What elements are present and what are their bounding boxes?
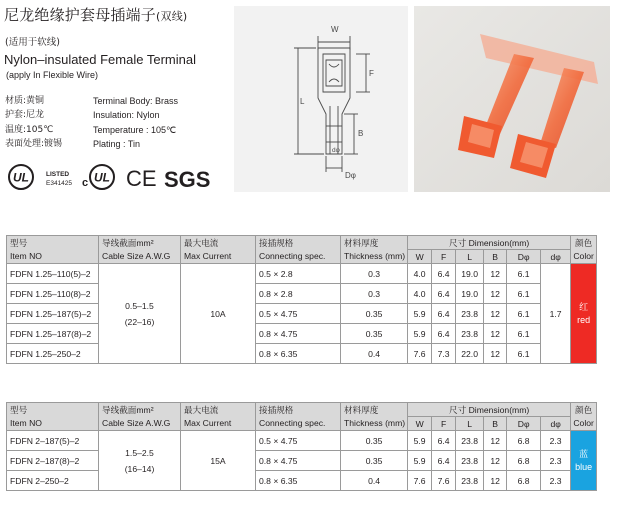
spec-en: Plating : Tin [93,138,141,149]
color-swatch-blue [571,431,597,491]
dim-b: 12 [484,344,507,364]
header-wire-zh: 导线截面mm² [99,403,181,417]
header-current-zh: 最大电流 [181,236,256,250]
dim-l: 19.0 [456,264,484,284]
dim-b: 12 [484,304,507,324]
header-col-w: W [408,417,432,431]
spec-zh: 温度:105℃ [5,124,54,135]
thickness: 0.3 [341,264,408,284]
dim-f: 7.6 [432,471,456,491]
cable-size-cell [99,264,181,364]
header-col-l: L [456,417,484,431]
spec-row-insulation [5,108,178,122]
spec-table-blue [6,402,597,491]
dim-b: 12 [484,471,507,491]
header-model-en: Item NO [7,417,99,431]
header-current-en: Max Current [181,250,256,264]
thickness: 0.35 [341,304,408,324]
header-conn-en: Connecting spec. [256,417,341,431]
cable-size: 1.5–2.5 [125,447,154,458]
terminal-technical-drawing [234,6,408,192]
header-thick-en: Thickness (mm) [341,417,408,431]
dim-b-label: B [358,129,364,138]
table-subheader-row [7,250,597,264]
dim-w: 5.9 [408,304,432,324]
connecting-spec: 0.5 × 4.75 [256,304,341,324]
spec-en: Terminal Body: Brass [93,96,179,106]
page-title-en: Nylon–insulated Female Terminal [4,52,196,67]
connecting-spec: 0.5 × 4.75 [256,431,341,451]
awg-size: (16–14) [124,463,155,474]
title-zh-suffix: (双线) [156,10,188,23]
dim-b: 12 [484,264,507,284]
product-photo [414,6,610,192]
dim-b: 12 [484,431,507,451]
header-wire-en: Cable Size A.W.G [99,417,181,431]
header-color-zh: 颜色 [571,403,597,417]
material-specs [5,94,178,151]
item-no: FDFN 1.25–250–2 [7,344,99,364]
dim-f: 6.4 [432,324,456,344]
header-wire-zh: 导线截面mm² [99,236,181,250]
dim-dd: 6.1 [507,304,541,324]
dim-f-label: F [369,69,374,78]
header-dimension: 尺寸 Dimension(mm) [408,403,571,417]
table-row [7,264,597,284]
dim-w: 4.0 [408,284,432,304]
cul-logo-icon [82,165,114,189]
dim-w-label: W [331,25,339,34]
dim-l: 23.8 [456,304,484,324]
table-subheader-row [7,417,597,431]
header-model-zh: 型号 [7,236,99,250]
connecting-spec: 0.8 × 4.75 [256,451,341,471]
ul-logo-text: UL [13,170,29,185]
dim-f: 6.4 [432,284,456,304]
dim-dd: 6.1 [507,284,541,304]
spec-en: Insulation: Nylon [93,110,160,121]
ce-mark-icon: CE [126,166,157,191]
table-row [7,431,597,451]
color-zh: 蓝 [579,448,589,459]
color-en: red [577,314,591,325]
dim-b: 12 [484,324,507,344]
dim-l: 23.8 [456,451,484,471]
table-header-row [7,403,597,417]
dim-f: 6.4 [432,451,456,471]
header-col-w: W [408,250,432,264]
dim-f: 7.3 [432,344,456,364]
header-model-en: Item NO [7,250,99,264]
header-dimension: 尺寸 Dimension(mm) [408,236,571,250]
table-row [7,304,597,324]
max-current: 15A [181,431,256,491]
dim-dd: 6.1 [507,344,541,364]
color-en: blue [575,461,593,472]
color-zh: 红 [579,301,589,312]
sgs-logo-icon: SGS [164,167,211,192]
dim-dd: 6.1 [507,324,541,344]
title-zh-text: 尼龙绝缘护套母插端子 [4,6,157,24]
header-col-d: dφ [541,417,571,431]
dim-f: 6.4 [432,304,456,324]
header-col-f: F [432,417,456,431]
header-color-zh: 颜色 [571,236,597,250]
listed-label: LISTED [46,171,70,178]
dim-dd: 6.8 [507,431,541,451]
max-current: 10A [181,264,256,364]
dim-b: 12 [484,451,507,471]
table-row [7,451,597,471]
header-conn-zh: 接插规格 [256,403,341,417]
item-no: FDFN 1.25–187(8)–2 [7,324,99,344]
item-no: FDFN 2–250–2 [7,471,99,491]
ul-logo-icon [9,165,33,189]
cable-size-cell [99,431,181,491]
cul-c-text: c [82,177,89,189]
subtitle-zh: (适用于软线) [5,37,60,48]
spec-en: Temperature : 105℃ [93,124,177,135]
header-color-en: Color [571,250,597,264]
table-row [7,344,597,364]
table-row [7,284,597,304]
dim-dd: 6.1 [507,264,541,284]
cable-size: 0.5–1.5 [125,300,154,311]
certification-logos [6,160,226,194]
dim-l: 23.8 [456,471,484,491]
item-no: FDFN 1.25–187(5)–2 [7,304,99,324]
dim-dd: 6.8 [507,471,541,491]
connecting-spec: 0.5 × 2.8 [256,264,341,284]
thickness: 0.35 [341,451,408,471]
subtitle-en: (apply In Flexible Wire) [6,70,99,80]
header-conn-zh: 接插规格 [256,236,341,250]
dim-d: 2.3 [541,471,571,491]
thickness: 0.3 [341,284,408,304]
dim-l: 23.8 [456,431,484,451]
spec-table-red [6,235,597,364]
table-row [7,471,597,491]
header-model-zh: 型号 [7,403,99,417]
dim-d: 2.3 [541,431,571,451]
header-current-zh: 最大电流 [181,403,256,417]
dim-d: 1.7 [541,264,571,364]
dim-l: 22.0 [456,344,484,364]
awg-size: (22–16) [124,316,155,327]
cul-logo-text: UL [94,170,110,185]
thickness: 0.35 [341,431,408,451]
dim-f: 6.4 [432,264,456,284]
header-color-en: Color [571,417,597,431]
connecting-spec: 0.8 × 6.35 [256,344,341,364]
dim-w: 7.6 [408,471,432,491]
item-no: FDFN 2–187(5)–2 [7,431,99,451]
connecting-spec: 0.8 × 2.8 [256,284,341,304]
color-swatch-red [571,264,597,364]
item-no: FDFN 2–187(8)–2 [7,451,99,471]
connecting-spec: 0.8 × 6.35 [256,471,341,491]
item-no: FDFN 1.25–110(8)–2 [7,284,99,304]
dim-d-large-label: Dφ [345,171,356,180]
table-row [7,324,597,344]
spec-zh: 表面处理:镀锡 [5,138,63,149]
dim-w: 5.9 [408,324,432,344]
header-conn-en: Connecting spec. [256,250,341,264]
header-current-en: Max Current [181,417,256,431]
spec-zh: 护套:尼龙 [5,110,45,121]
page-title-zh [4,4,187,25]
dim-w: 4.0 [408,264,432,284]
spec-row-material [5,94,178,108]
dim-d-small-label: dφ [332,147,340,154]
header-col-b: B [484,417,507,431]
dim-w: 7.6 [408,344,432,364]
dim-dd: 6.8 [507,451,541,471]
thickness: 0.35 [341,324,408,344]
header-thick-zh: 材料厚度 [341,236,408,250]
dim-w: 5.9 [408,431,432,451]
dim-l-label: L [300,97,305,106]
connecting-spec: 0.8 × 4.75 [256,324,341,344]
item-no: FDFN 1.25–110(5)–2 [7,264,99,284]
header-thick-zh: 材料厚度 [341,403,408,417]
dim-d: 2.3 [541,451,571,471]
dim-l: 19.0 [456,284,484,304]
spec-row-temperature [5,123,178,137]
table-header-row [7,236,597,250]
header-col-dd: Dφ [507,250,541,264]
header-col-d: dφ [541,250,571,264]
header-col-f: F [432,250,456,264]
dim-w: 5.9 [408,451,432,471]
header-col-b: B [484,250,507,264]
header-col-l: L [456,250,484,264]
spec-zh: 材质:黄铜 [5,96,45,106]
spec-row-plating [5,137,178,151]
header-col-dd: Dφ [507,417,541,431]
header-wire-en: Cable Size A.W.G [99,250,181,264]
dim-l: 23.8 [456,324,484,344]
dim-b: 12 [484,284,507,304]
dim-f: 6.4 [432,431,456,451]
thickness: 0.4 [341,471,408,491]
thickness: 0.4 [341,344,408,364]
ul-file-number: E341425 [46,180,73,187]
header-thick-en: Thickness (mm) [341,250,408,264]
